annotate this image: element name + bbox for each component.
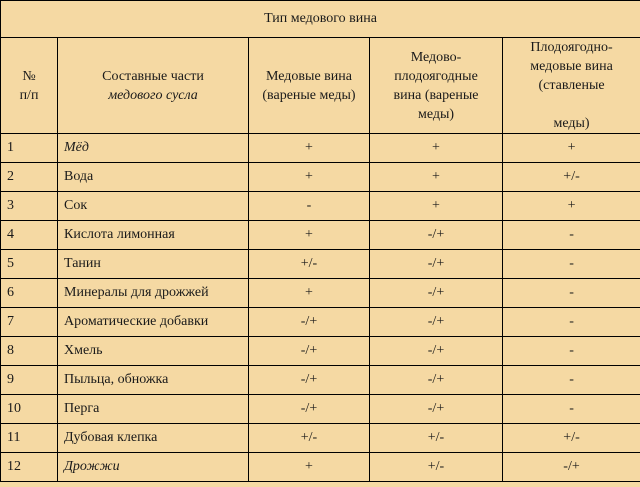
row-number-cell: 5 [1, 250, 58, 279]
fruit-honey-wines-cell: - [503, 366, 640, 395]
honey-fruit-wines-cell: -/+ [370, 250, 503, 279]
component-name-cell: Кислота лимонная [58, 221, 249, 250]
header-components-line1: Составные части [102, 68, 204, 84]
row-number-cell: 6 [1, 279, 58, 308]
fruit-honey-wines-cell: - [503, 308, 640, 337]
honey-fruit-wines-cell: -/+ [370, 337, 503, 366]
honey-fruit-wines-cell: -/+ [370, 308, 503, 337]
honey-wines-cell: + [249, 453, 370, 482]
fruit-honey-wines-cell: - [503, 250, 640, 279]
fruit-honey-wines-cell: +/- [503, 424, 640, 453]
header-fruit-honey-wines-line2: меды) [553, 116, 590, 131]
table-row [1, 192, 640, 221]
row-number-cell: 3 [1, 192, 58, 221]
row-number-cell: 1 [1, 134, 58, 163]
table-row [1, 279, 640, 308]
honey-fruit-wines-cell: -/+ [370, 366, 503, 395]
fruit-honey-wines-cell: -/+ [503, 453, 640, 482]
header-honey-fruit-wines: Медово-плодоягодные вина (вареные меды) [370, 38, 503, 134]
header-fruit-honey-wines-line1: Плодоягодно-медовые вина (ставленые [530, 40, 613, 93]
row-number-cell: 11 [1, 424, 58, 453]
table-row [1, 308, 640, 337]
component-name-cell: Танин [58, 250, 249, 279]
honey-fruit-wines-cell: + [370, 192, 503, 221]
honey-wines-cell: + [249, 163, 370, 192]
honey-fruit-wines-cell: -/+ [370, 395, 503, 424]
honey-fruit-wines-cell: +/- [370, 424, 503, 453]
table-row [1, 250, 640, 279]
table-title: Тип медового вина [1, 1, 640, 38]
honey-wines-cell: + [249, 221, 370, 250]
table-row [1, 453, 640, 482]
component-name-cell: Мёд [58, 134, 249, 163]
honey-wines-cell: -/+ [249, 308, 370, 337]
component-name-cell: Сок [58, 192, 249, 221]
table-row [1, 395, 640, 424]
honey-fruit-wines-cell: -/+ [370, 279, 503, 308]
honey-wines-cell: -/+ [249, 337, 370, 366]
header-number-line1: № [22, 68, 36, 84]
component-name-cell: Ароматические добавки [58, 308, 249, 337]
row-number-cell: 8 [1, 337, 58, 366]
header-components [58, 38, 249, 134]
header-components-line2: медового сусла [108, 87, 198, 103]
fruit-honey-wines-cell: - [503, 395, 640, 424]
fruit-honey-wines-cell: + [503, 134, 640, 163]
table-row [1, 337, 640, 366]
honey-wines-cell: -/+ [249, 395, 370, 424]
component-name-cell: Минералы для дрожжей [58, 279, 249, 308]
row-number-cell: 9 [1, 366, 58, 395]
honey-fruit-wines-cell: -/+ [370, 221, 503, 250]
fruit-honey-wines-cell: - [503, 337, 640, 366]
fruit-honey-wines-cell: - [503, 279, 640, 308]
row-number-cell: 12 [1, 453, 58, 482]
row-number-cell: 2 [1, 163, 58, 192]
honey-wines-cell: +/- [249, 250, 370, 279]
header-number [1, 38, 58, 134]
honey-wines-cell: + [249, 134, 370, 163]
table-row [1, 366, 640, 395]
fruit-honey-wines-cell: +/- [503, 163, 640, 192]
header-fruit-honey-wines [503, 38, 640, 134]
table-row [1, 134, 640, 163]
component-name-cell: Пыльца, обножка [58, 366, 249, 395]
honey-wines-cell: -/+ [249, 366, 370, 395]
fruit-honey-wines-cell: + [503, 192, 640, 221]
fruit-honey-wines-cell: - [503, 221, 640, 250]
table-row [1, 221, 640, 250]
component-name-cell: Дубовая клепка [58, 424, 249, 453]
honey-wines-cell: - [249, 192, 370, 221]
header-number-line2: п/п [19, 87, 39, 103]
honey-fruit-wines-cell: + [370, 134, 503, 163]
table-row [1, 163, 640, 192]
row-number-cell: 7 [1, 308, 58, 337]
component-name-cell: Дрожжи [58, 453, 249, 482]
component-name-cell: Хмель [58, 337, 249, 366]
row-number-cell: 10 [1, 395, 58, 424]
component-name-cell: Вода [58, 163, 249, 192]
component-name-cell: Перга [58, 395, 249, 424]
header-honey-wines: Медовые вина (вареные меды) [249, 38, 370, 134]
honey-wines-cell: +/- [249, 424, 370, 453]
honey-wines-cell: + [249, 279, 370, 308]
row-number-cell: 4 [1, 221, 58, 250]
honey-fruit-wines-cell: +/- [370, 453, 503, 482]
table-row [1, 424, 640, 453]
honey-fruit-wines-cell: + [370, 163, 503, 192]
